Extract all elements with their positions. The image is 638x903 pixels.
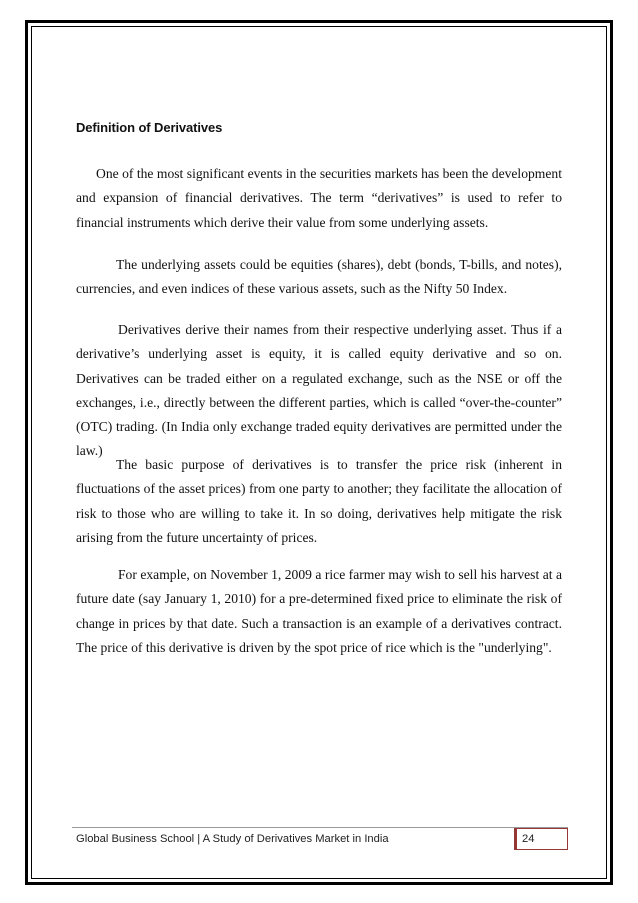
footer-divider xyxy=(72,827,568,828)
section-heading: Definition of Derivatives xyxy=(76,120,223,135)
paragraph-3: Derivatives derive their names from their respective underlying asset. Thus if a derivative’s underlying asset is equity, it is called equity derivative and so on. Derivatives can be traded either on a regulated exchange, such as the NSE or off the exchanges, i.e., directly between the different parties, which is called “over-the-counter” (OTC) trading. (In India only exchange traded equity derivatives are permitted under the law.) xyxy=(76,322,562,459)
paragraph-4: The basic purpose of derivatives is to transfer the price risk (inherent in fluctuations of the asset prices) from one party to another; they facilitate the allocation of risk to those who are willing to take it. In so doing, derivatives help mitigate the risk arising from the future uncertainty of prices. xyxy=(76,457,562,545)
page-number: 24 xyxy=(517,829,567,849)
footer-text: Global Business School | A Study of Derivatives Market in India xyxy=(76,833,389,845)
paragraph-2: The underlying assets could be equities (shares), debt (bonds, T-bills, and notes), currencies, and even indices of these various assets, such as the Nifty 50 Index. xyxy=(76,257,562,297)
paragraph-5: For example, on November 1, 2009 a rice farmer may wish to sell his harvest at a future date (say January 1, 2010) for a pre-determined fixed price to eliminate the risk of change in prices by that date. Such a transaction is an example of a derivatives contract. The price of this derivative is driven by the spot price of rice which is the "underlying". xyxy=(76,567,562,655)
paragraph-1: One of the most significant events in the securities markets has been the development and expansion of financial derivatives. The term “derivatives” is used to refer to financial instruments which derive their value from some underlying assets. xyxy=(76,166,562,230)
